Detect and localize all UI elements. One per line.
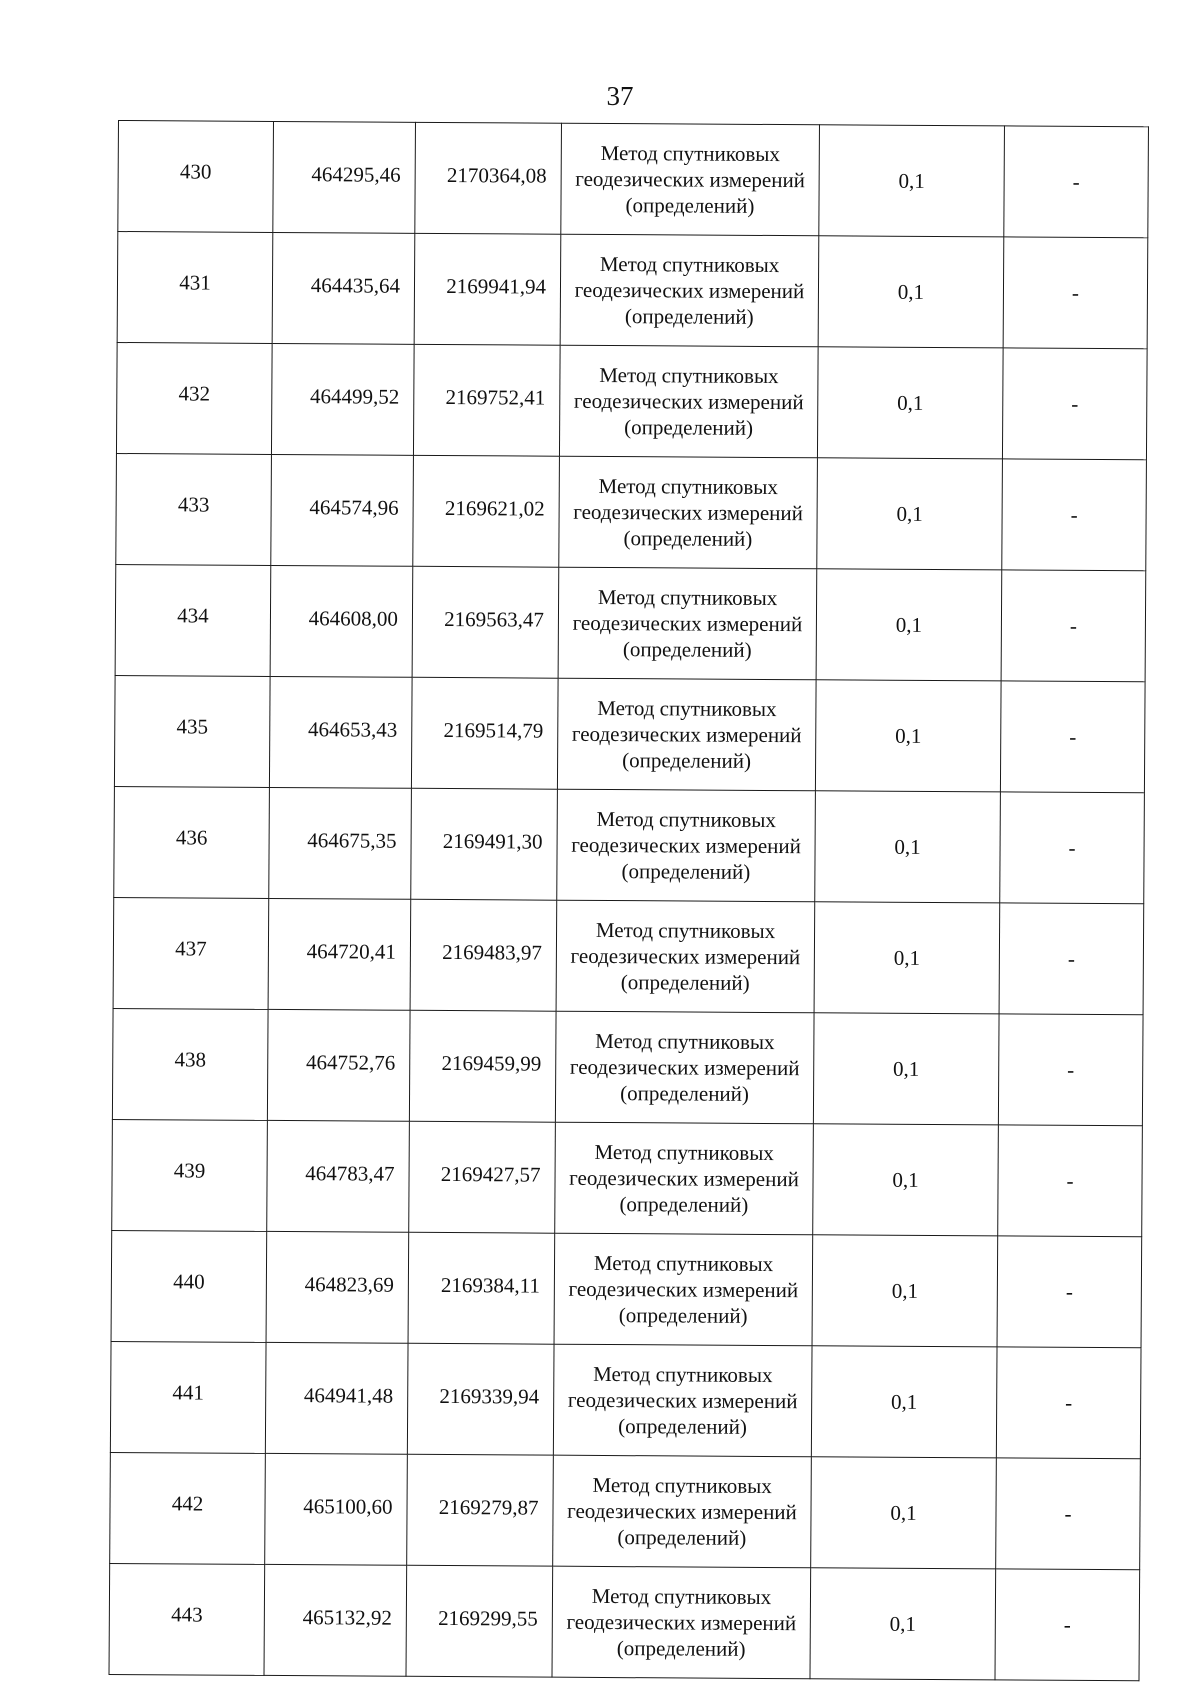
method-line: Метод спутниковых — [599, 251, 780, 278]
accuracy-cell: 0,1 — [816, 569, 1002, 681]
point-number-cell: 432 — [116, 342, 272, 454]
method-line: Метод спутниковых — [595, 1028, 775, 1055]
coordinates-table — [109, 120, 1149, 1681]
note-cell: - — [1003, 237, 1148, 349]
point-number-cell: 431 — [117, 232, 273, 344]
note-cell: - — [1004, 126, 1149, 238]
point-number-cell: 436 — [114, 786, 270, 898]
method-cell — [556, 900, 815, 1013]
method-cell — [555, 1122, 814, 1235]
method-line: (определений) — [618, 1303, 748, 1328]
coordinate-y-cell: 2169491,30 — [411, 788, 558, 900]
accuracy-cell: 0,1 — [814, 902, 1000, 1014]
method-line: (определений) — [617, 1525, 747, 1550]
method-line: геодезических измерений — [573, 499, 804, 526]
coordinate-x-cell: 464574,96 — [271, 454, 414, 566]
method-line: (определений) — [623, 526, 753, 551]
point-number-cell: 443 — [109, 1563, 265, 1675]
coordinates-table-wrapper — [109, 120, 1148, 1681]
method-line: геодезических измерений — [566, 1609, 797, 1636]
coordinate-x-cell: 464653,43 — [269, 676, 412, 788]
accuracy-cell: 0,1 — [812, 1235, 998, 1347]
accuracy-cell: 0,1 — [811, 1457, 997, 1569]
coordinate-y-cell: 2170364,08 — [415, 122, 562, 234]
coordinate-x-cell: 464783,47 — [267, 1120, 410, 1232]
coordinate-y-cell: 2169299,55 — [406, 1565, 553, 1677]
table-row — [118, 121, 1149, 238]
method-line: геодезических измерений — [574, 277, 805, 304]
coordinate-x-cell: 464608,00 — [270, 565, 413, 677]
note-cell: - — [996, 1458, 1141, 1570]
coordinate-y-cell: 2169279,87 — [407, 1454, 554, 1566]
method-cell — [561, 123, 820, 236]
method-line: Метод спутниковых — [598, 473, 778, 500]
method-line: (определений) — [620, 970, 750, 995]
table-row — [113, 897, 1144, 1014]
point-number-cell: 442 — [110, 1452, 266, 1564]
note-cell: - — [995, 1569, 1140, 1681]
method-line: геодезических измерений — [573, 388, 804, 415]
method-line: (определений) — [619, 1192, 749, 1217]
accuracy-cell: 0,1 — [819, 125, 1005, 237]
point-number-cell: 434 — [115, 564, 271, 676]
method-line: геодезических измерений — [572, 610, 803, 637]
note-cell: - — [998, 1014, 1143, 1126]
method-line: (определений) — [621, 859, 751, 884]
note-cell: - — [998, 1125, 1143, 1237]
method-line: геодезических измерений — [567, 1498, 797, 1525]
coordinate-x-cell: 464941,48 — [265, 1342, 408, 1454]
point-number-cell: 439 — [112, 1119, 268, 1231]
method-cell — [554, 1233, 813, 1346]
table-body — [109, 121, 1148, 1681]
coordinate-x-cell: 464823,69 — [266, 1231, 409, 1343]
accuracy-cell: 0,1 — [818, 236, 1004, 348]
method-cell — [557, 789, 816, 902]
coordinate-y-cell: 2169563,47 — [412, 566, 559, 678]
page-number: 37 — [606, 81, 634, 111]
table-row — [109, 1563, 1140, 1680]
coordinate-x-cell: 464499,52 — [271, 343, 414, 455]
note-cell: - — [997, 1236, 1142, 1348]
coordinate-y-cell: 2169752,41 — [413, 344, 560, 456]
table-row — [115, 564, 1146, 681]
method-cell — [553, 1344, 812, 1457]
note-cell: - — [1000, 681, 1145, 793]
accuracy-cell: 0,1 — [810, 1568, 996, 1680]
note-cell: - — [1002, 348, 1147, 460]
point-number-cell: 437 — [113, 897, 269, 1009]
table-row — [112, 1119, 1143, 1236]
table-row — [114, 675, 1145, 792]
accuracy-cell: 0,1 — [813, 1013, 999, 1125]
table-row — [111, 1230, 1142, 1347]
table-row — [116, 342, 1147, 459]
method-line: Метод спутниковых — [596, 806, 776, 833]
table-row — [116, 453, 1147, 570]
method-line: Метод спутниковых — [592, 1472, 772, 1499]
method-line: (определений) — [616, 1636, 746, 1661]
method-line: (определений) — [622, 637, 752, 662]
method-cell — [555, 1011, 814, 1124]
method-line: Метод спутниковых — [591, 1583, 772, 1610]
point-number-cell: 435 — [114, 675, 270, 787]
method-line: (определений) — [624, 415, 754, 440]
coordinate-y-cell: 2169514,79 — [411, 677, 558, 789]
table-row — [112, 1008, 1143, 1125]
method-line: Метод спутниковых — [597, 695, 777, 722]
method-line: Метод спутниковых — [597, 584, 778, 611]
table-row — [117, 232, 1148, 349]
method-line: геодезических измерений — [575, 166, 806, 193]
method-cell — [557, 678, 816, 791]
method-line: (определений) — [625, 193, 755, 218]
point-number-cell: 433 — [116, 453, 272, 565]
method-line: Метод спутниковых — [600, 140, 781, 167]
method-cell — [559, 456, 818, 569]
note-cell: - — [996, 1347, 1141, 1459]
coordinate-y-cell: 2169384,11 — [408, 1232, 555, 1344]
method-line: Метод спутниковых — [593, 1361, 773, 1388]
method-cell — [558, 567, 817, 680]
method-line: (определений) — [618, 1414, 747, 1439]
coordinate-x-cell: 464675,35 — [269, 787, 412, 899]
coordinate-y-cell: 2169459,99 — [409, 1010, 556, 1122]
coordinate-x-cell: 465132,92 — [264, 1564, 407, 1676]
method-line: геодезических измерений — [570, 943, 801, 970]
table-row — [114, 786, 1145, 903]
method-line: геодезических измерений — [571, 721, 802, 748]
point-number-cell: 438 — [112, 1008, 268, 1120]
point-number-cell: 430 — [118, 121, 274, 233]
coordinate-y-cell: 2169941,94 — [414, 233, 561, 345]
coordinate-y-cell: 2169339,94 — [407, 1343, 554, 1455]
method-line: Метод спутниковых — [595, 917, 776, 944]
coordinate-y-cell: 2169427,57 — [409, 1121, 556, 1233]
accuracy-cell: 0,1 — [815, 791, 1001, 903]
method-cell — [552, 1566, 811, 1679]
method-line: геодезических измерений — [568, 1276, 799, 1303]
method-line: Метод спутниковых — [593, 1250, 774, 1277]
method-line: геодезических измерений — [571, 832, 801, 859]
method-line: геодезических измерений — [569, 1054, 800, 1081]
point-number-cell: 441 — [110, 1341, 266, 1453]
note-cell: - — [999, 903, 1144, 1015]
coordinate-x-cell: 465100,60 — [265, 1453, 408, 1565]
method-line: Метод спутниковых — [594, 1139, 774, 1166]
method-cell — [559, 345, 818, 458]
accuracy-cell: 0,1 — [813, 1124, 999, 1236]
coordinate-y-cell: 2169483,97 — [410, 899, 557, 1011]
accuracy-cell: 0,1 — [817, 458, 1003, 570]
table-row — [110, 1341, 1141, 1458]
coordinate-y-cell: 2169621,02 — [413, 455, 560, 567]
coordinate-x-cell: 464435,64 — [272, 232, 415, 344]
coordinate-x-cell: 464720,41 — [268, 898, 411, 1010]
note-cell: - — [1001, 570, 1146, 682]
accuracy-cell: 0,1 — [817, 347, 1003, 459]
note-cell: - — [1000, 792, 1145, 904]
point-number-cell: 440 — [111, 1230, 267, 1342]
note-cell: - — [1002, 459, 1147, 571]
coordinate-x-cell: 464295,46 — [273, 121, 416, 233]
coordinate-x-cell: 464752,76 — [267, 1009, 410, 1121]
method-line: (определений) — [624, 304, 754, 329]
method-cell — [560, 234, 819, 347]
accuracy-cell: 0,1 — [815, 680, 1001, 792]
table-row — [110, 1452, 1141, 1569]
method-line: геодезических измерений — [567, 1387, 798, 1414]
method-line: Метод спутниковых — [599, 362, 779, 389]
method-line: геодезических измерений — [569, 1165, 799, 1192]
method-line: (определений) — [620, 1081, 750, 1106]
method-line: (определений) — [622, 748, 752, 773]
accuracy-cell: 0,1 — [811, 1346, 997, 1458]
method-cell — [553, 1455, 812, 1568]
